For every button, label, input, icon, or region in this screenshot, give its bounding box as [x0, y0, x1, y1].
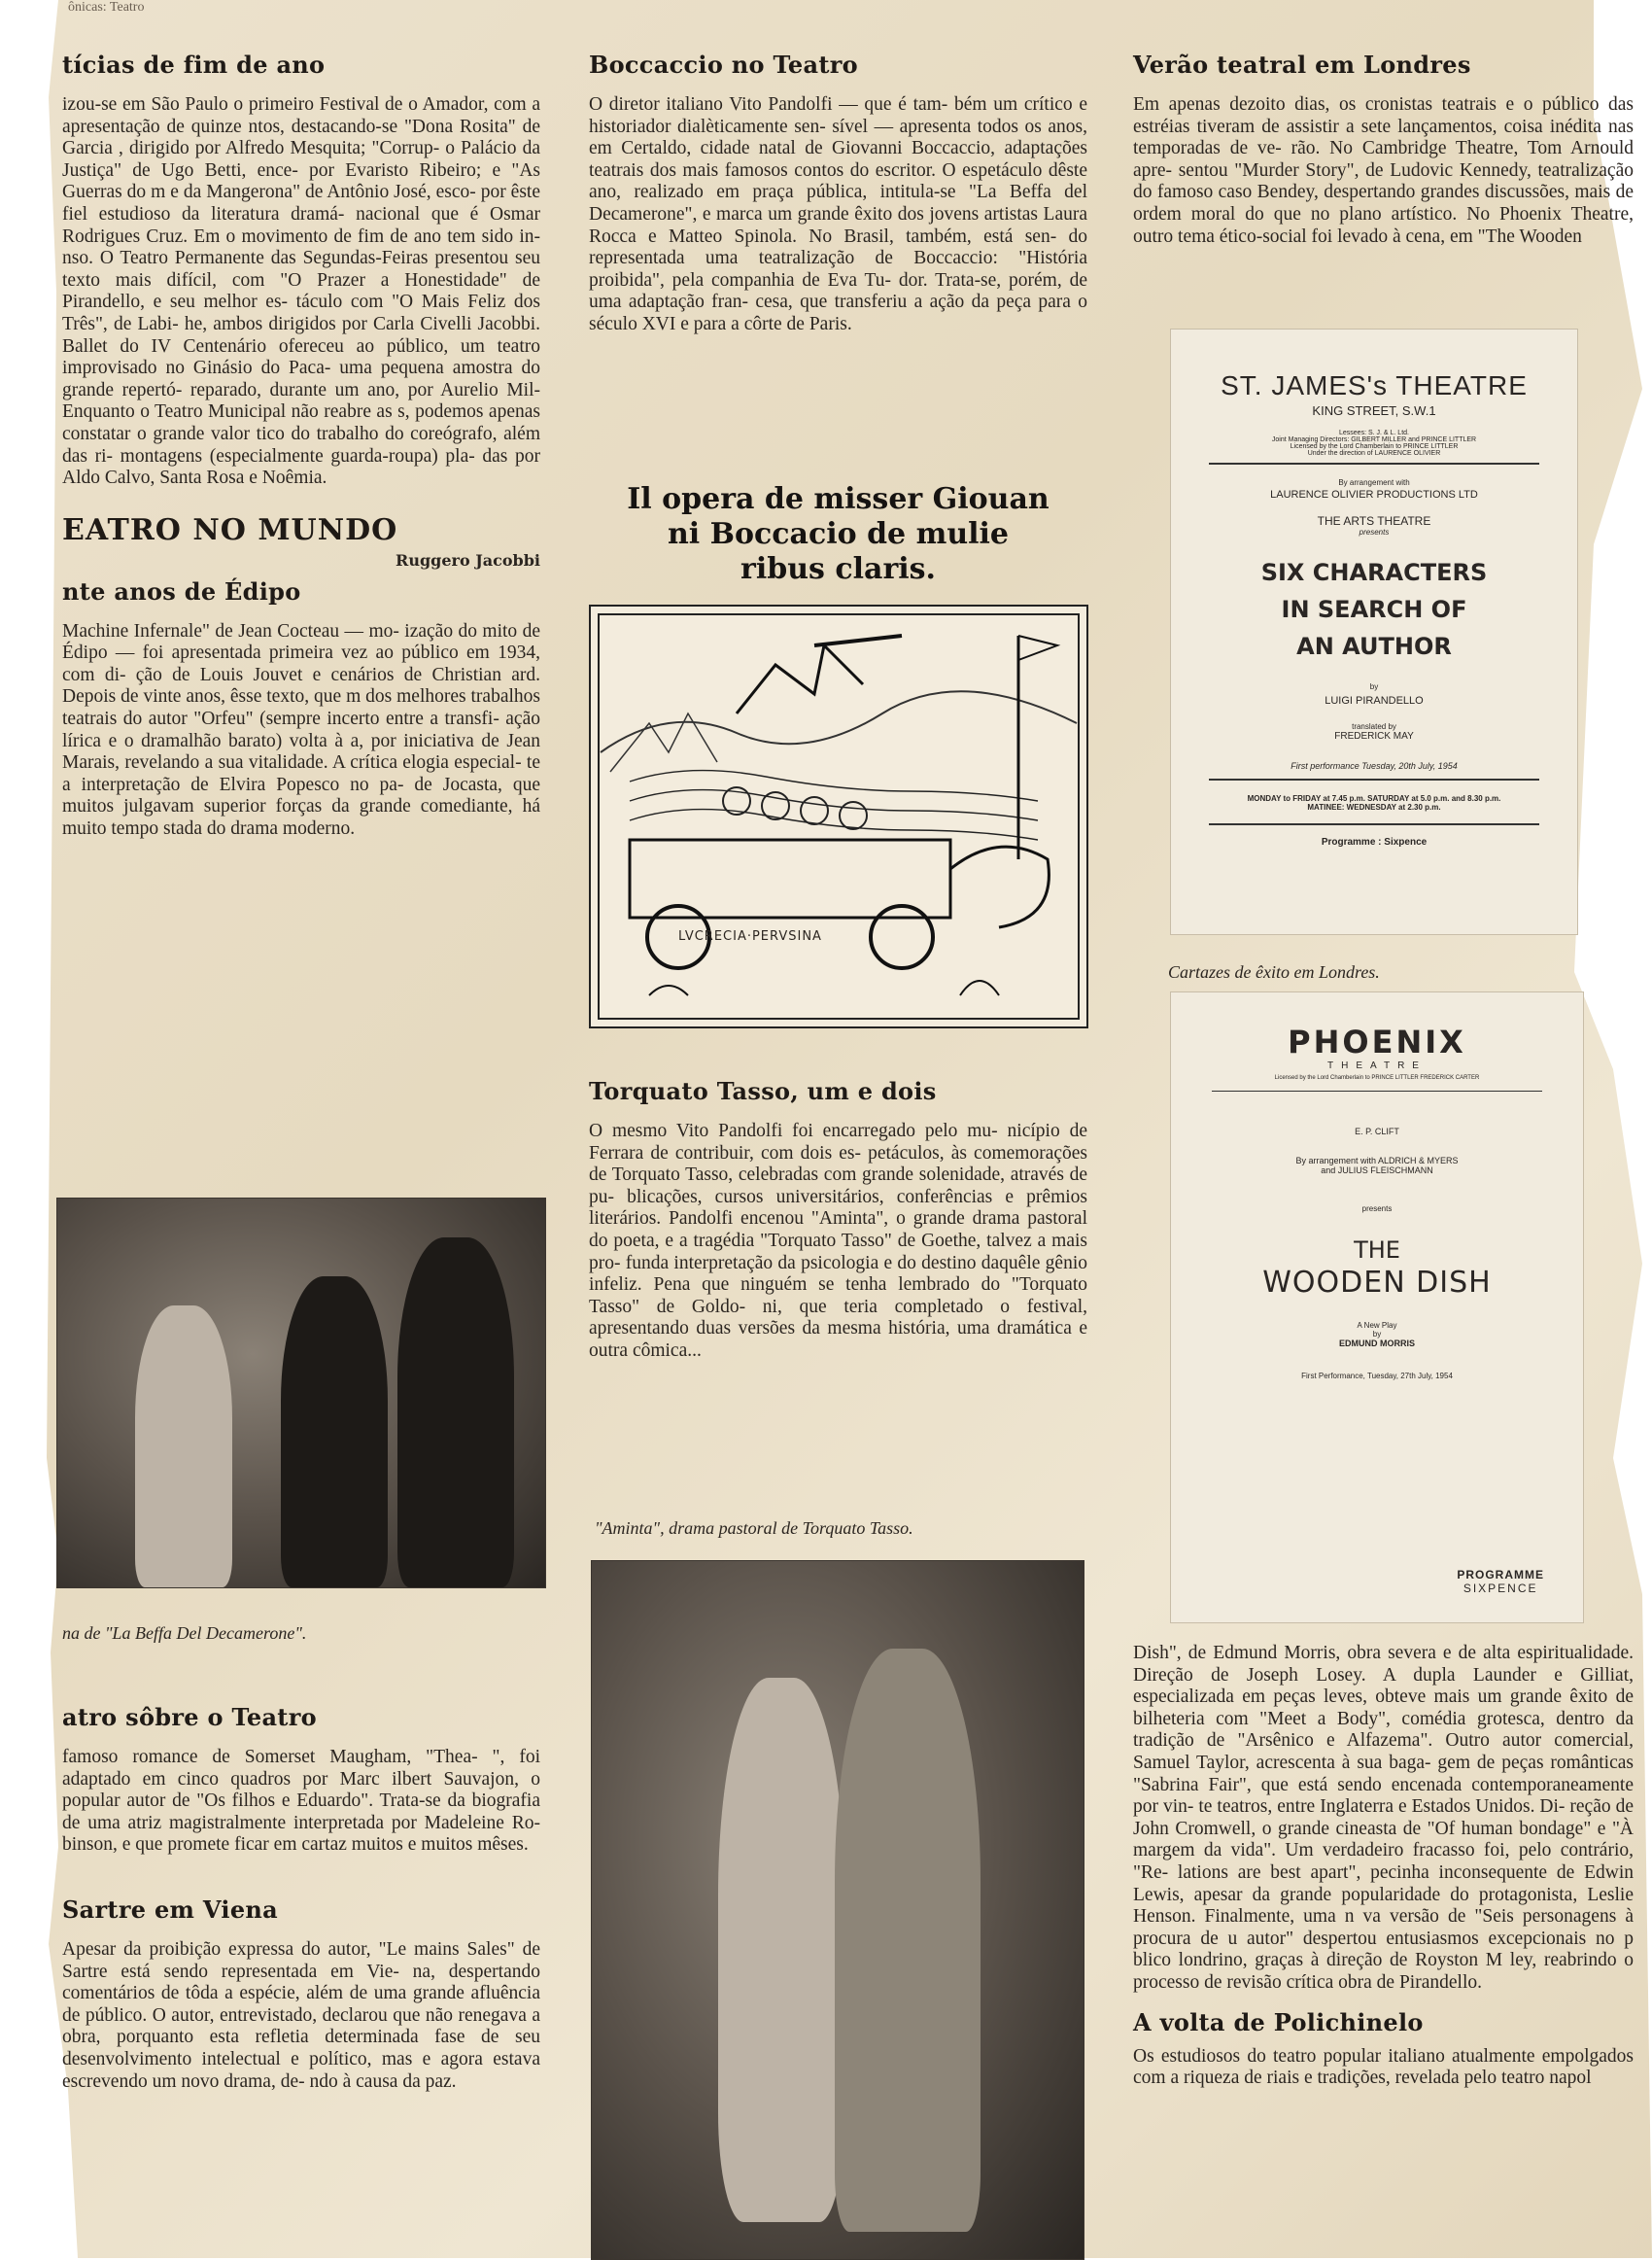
photo-la-beffa — [56, 1198, 546, 1588]
poster-author: EDMUND MORRIS — [1339, 1339, 1415, 1348]
poster-play-title: THE — [1354, 1236, 1400, 1264]
woodcut-label: LVCRECIA·PERVSINA — [678, 929, 822, 944]
woodcut-title — [589, 482, 1087, 587]
poster-author: LUIGI PIRANDELLO — [1325, 695, 1424, 707]
woodcut-drawing — [591, 607, 1086, 1026]
headline-fim-de-ano: tícias de fim de ano — [62, 51, 326, 79]
column-left — [62, 51, 540, 864]
article-torquato-tasso: O mesmo Vito Pandolfi foi encarregado pelo mu- nicípio de Ferrara de contribuir, com dois es- petáculos, às comemorações de Torquato Tasso, celebradas com grande solenidade, através de pu- blicações, cursos universitários, conferências e prêmios literários. Pandolfi encenou "Aminta", o grande drama pastoral do poeta, e a tragédia "Torquato Tasso" de Goethe, talvez a mais pro- funda interpretação da psicologia e do destino daquêle gênio infeliz. Pena que ninguém se tenha lembrado do "Torquato Tasso" de Goldo- ni, que teria completado o festival, apresentando duas versões da mesma história, uma dramática e outra cômica... — [589, 1121, 1087, 1361]
column-left-lower — [62, 1703, 540, 2116]
poster-play-title: WOODEN DISH — [1262, 1266, 1492, 1300]
byline: Ruggero Jacobbi — [396, 550, 540, 570]
photo-caption-la-beffa: na de "La Beffa Del Decamerone". — [62, 1623, 307, 1643]
headline-teatro-sobre-teatro: atro sôbre o Teatro — [62, 1703, 317, 1731]
article-sartre: Apesar da proibição expressa do autor, "Le mains Sales" de Sartre está sendo representada em Vie- na, despertando comentários de tôda a espécie, além de uma grande afluência de público. O autor, entrevistado, declarou que não renegava a obra, porquanto esta refletia determinada fase de seu desenvolvimento intelectual e político, mas e agora estava escrevendo um novo drama, de- ndo à causa da paz. — [62, 1938, 540, 2092]
poster-st-james — [1170, 329, 1578, 935]
column-middle-lower — [589, 1077, 1087, 1386]
poster-rule — [1212, 1091, 1542, 1092]
poster-presents: presents — [1361, 1204, 1393, 1213]
article-polichinelo: Os estudiosos do teatro popular italiano atualmente empolgados com a riqueza de riais e tradições, revelada pelo teatro napol — [1133, 2045, 1634, 2089]
article-boccaccio: O diretor italiano Vito Pandolfi — que é tam- bém um crítico e historiador dialèticamente sen- sível — apresenta todos os anos, em Certaldo, cidade natal de Giovanni Boccaccio, adaptações teatrais dos mais famosos contos do escritor. O espetáculo dêste ano, realizado em praça pública, intitula-se "La Beffa del Decamerone", e marca um grande êxito dos jovens artistas Laura Rocca e Matteo Spinola. No Brasil, também, está sen- do representada uma teatralização de Boccaccio: "História proibida", pela companhia de Eva Tu- dor. Trata-se, porém, de uma adaptação fran- cesa, que transferiu a ação da peça para o século XVI e para a côrte de Paris. — [589, 94, 1087, 334]
woodcut-title-line: ribus claris. — [740, 552, 936, 586]
poster-street: KING STREET, S.W.1 — [1312, 403, 1436, 418]
actor-figure — [281, 1276, 388, 1587]
actor-figure — [718, 1678, 844, 2222]
poster-rule — [1209, 779, 1539, 781]
poster-theatre-name: PHOENIX — [1288, 1024, 1466, 1060]
poster-caption: Cartazes de êxito em Londres. — [1168, 962, 1380, 982]
poster-arrangement: By arrangement with — [1338, 478, 1410, 487]
actor-figure — [397, 1237, 514, 1587]
poster-theatre-name: ST. JAMES's THEATRE — [1221, 370, 1528, 400]
poster-first-performance: First Performance, Tuesday, 27th July, 1954 — [1301, 1372, 1453, 1380]
poster-small-print: Licensed by the Lord Chamberlain to PRINCE LITTLER FREDERICK CARTER — [1274, 1075, 1480, 1081]
headline-boccaccio: Boccaccio no Teatro — [589, 51, 858, 79]
actor-figure — [835, 1649, 981, 2232]
poster-translated-by: translated by — [1352, 722, 1396, 731]
poster-phoenix — [1170, 991, 1584, 1623]
article-teatro-sobre-teatro: famoso romance de Somerset Maugham, "Thea- ", foi adaptado em cinco quadros por Marc ilbert Sauvajon, o popular autor de "Os filhos e Eduardo". Trata-se da biografia de uma atriz magistralmente interpretada por Madeleine Ro- binson, e que promete ficar em cartaz muitos e muitos mêses. — [62, 1747, 540, 1856]
poster-rule — [1209, 463, 1539, 465]
article-fim-de-ano: izou-se em São Paulo o primeiro Festival de o Amador, com a apresentação de quinze ntos, destacando-se "Dona Rosita" de Garcia , dirigido por Alfredo Mesquita; "Corrup- o Palácio da Justiça" de Ugo Betti, ence- por Evaristo Ribeiro; e "As Guerras do m e da Mangerona" de Antônio José, esco- por êste fiel estudioso da literatura dramá- nacional que é Osmar Rodrigues Cruz. Em o movimento de fim de ano tem sido in- nso. O Teatro Permanente das Segundas-Feiras presentou seu texto mais difícil, com "O Prazer a Honestidade" de Pirandello, e seu melhor es- táculo com "O Mais Feliz dos Três", de Labi- he, ambos dirigidos por Carla Civelli Jacobbi. Ballet do IV Centenário ofereceu ao público, um teatro improvisado no Ginásio do Paca- uma pequena amostra do grande repertó- reparado, durante um ano, por Aurelio Mil- Enquanto o Teatro Municipal não reabre as s, podemos apenas constatar o grande valor tico do trabalho do coreógrafo, além das ri- montagens (especialmente guarda-roupa) pla- das por Aldo Calvo, Santa Rosa e Noêmia. — [62, 94, 540, 489]
headline-torquato-tasso: Torquato Tasso, um e dois — [589, 1077, 937, 1105]
woodcut-title-line: ni Boccacio de mulie — [667, 517, 1010, 551]
headline-sartre: Sartre em Viena — [62, 1895, 278, 1924]
poster-producer: E. P. CLIFT — [1355, 1127, 1399, 1136]
headline-edipo: nte anos de Édipo — [62, 576, 301, 606]
column-right-lower — [1133, 1643, 1634, 2113]
column-right — [1133, 51, 1634, 271]
poster-programme: PROGRAMME — [1457, 1568, 1544, 1582]
poster-play-title: SIX CHARACTERS — [1260, 559, 1488, 586]
poster-translator: FREDERICK MAY — [1334, 731, 1414, 742]
poster-times: MONDAY to FRIDAY at 7.45 p.m. SATURDAY at 5.0 p.m. and 8.30 p.m. — [1247, 794, 1501, 803]
poster-small-print: Lessees: S. J. & L. Ltd. — [1339, 430, 1409, 436]
poster-play-title: IN SEARCH OF — [1281, 596, 1467, 623]
woodcut-illustration — [589, 605, 1088, 1028]
poster-programme: Programme : Sixpence — [1321, 837, 1428, 848]
poster-presents: presents — [1359, 528, 1390, 537]
poster-small-print: Licensed by the Lord Chamberlain to PRINCE LITTLER — [1290, 443, 1459, 450]
poster-small-print: Joint Managing Directors: GILBERT MILLER and PRINCE LITTLER — [1271, 436, 1477, 443]
poster-times: MATINEE: WEDNESDAY at 2.30 p.m. — [1307, 803, 1441, 812]
poster-small-print: Under the direction of LAURENCE OLIVIER — [1307, 450, 1441, 457]
photo-aminta — [591, 1560, 1084, 2260]
section-title-teatro-no-mundo: EATRO NO MUNDO — [62, 512, 398, 547]
column-middle — [589, 51, 1087, 360]
poster-venue: THE ARTS THEATRE — [1317, 514, 1431, 528]
headline-verao-londres: Verão teatral em Londres — [1133, 51, 1471, 79]
article-verao-londres: Em apenas dezoito dias, os cronistas teatrais e o público das estréias tiveram de assistir a sete lançamentos, coisa inédita nas temporadas de ve- rão. No Cambridge Theatre, Tom Arnould apre- sentou "Murder Story", de Ludovic Kennedy, teatralização do famoso caso Bendey, despertando grandes discussões, mais de ordem moral do que no plano artístico. No Phoenix Theatre, outro tema ético-social foi levado à cena, em "The Wooden — [1133, 94, 1634, 247]
poster-arrangement: By arrangement with ALDRICH & MYERS — [1295, 1156, 1459, 1165]
poster-new-play: A New Play — [1357, 1321, 1397, 1330]
poster-first-performance: First performance Tuesday, 20th July, 1954 — [1291, 761, 1458, 771]
actor-figure — [135, 1305, 232, 1587]
headline-polichinelo: A volta de Polichinelo — [1133, 2007, 1424, 2036]
poster-producer: LAURENCE OLIVIER PRODUCTIONS LTD — [1270, 489, 1478, 501]
article-verao-londres-continued: Dish", de Edmund Morris, obra severa e de alta espiritualidade. Direção de Joseph Losey. A dupla Launder e Gilliat, especializada em peças leves, obteve mais um grande êxito de bilheteria com "Meet a Body", comédia grotesca, dentro da tradição de "Arsênico e Alfazema". Outro autor comercial, Samuel Taylor, acrescenta à sua baga- gem de peças românticas "Sabrina Fair", que está sendo encenada contemporaneamente por vin- te teatros, entre Inglaterra e Estados Unidos. Di- reção de John Cromwell, o grande cineasta de "Of human bondage" e "À margem da vida". Um verdadeiro fracasso foi, pelo contrário, "Re- lations are best apart", pecinha inconsequente de Edwin Lewis, apesar da grande popularidade do protagonista, Leslie Henson. Finalmente, uma n va versão de "Seis personagens à procura de u autor" despertou entusiasmos excepcionais no p blico londrino, graças à direção de Royston M ley, reabrindo o processo de revisão crítica obra de Pirandello. — [1133, 1643, 1634, 1993]
poster-rule — [1209, 823, 1539, 825]
poster-theatre-word: THEATRE — [1327, 1060, 1427, 1071]
poster-by: by — [1372, 1330, 1382, 1339]
poster-programme-block — [1457, 1568, 1544, 1595]
article-edipo: Machine Infernale" de Jean Cocteau — mo- ização do mito de Édipo — foi apresentada primeira vez ao público em 1934, com di- ção de Louis Jouvet e cenários de Christian ard. Depois de vinte anos, êsse texto, que m dos melhores trabalhos teatrais do autor "Orfeu" (sempre incerto entre a transfi- ação lírica e o dramalhão barato) volta à a, por iniciativa de Jean Marais, revelando a sua vitalidade. A crítica elogia especial- te a interpretação de Elvira Popesco no pa- de Jocasta, que muitos julgavam superior forças da grande comediante, há muito tempo stada do drama moderno. — [62, 620, 540, 840]
woodcut-title-line: Il opera de misser Giouan — [627, 482, 1050, 516]
poster-by: by — [1369, 682, 1379, 691]
poster-programme-price: SIXPENCE — [1463, 1582, 1538, 1595]
poster-play-title: AN AUTHOR — [1296, 633, 1452, 660]
photo-caption-aminta: "Aminta", drama pastoral de Torquato Tasso. — [595, 1518, 913, 1538]
section-kicker: ônicas: Teatro — [68, 0, 145, 15]
poster-arrangement: and JULIUS FLEISCHMANN — [1321, 1165, 1433, 1175]
